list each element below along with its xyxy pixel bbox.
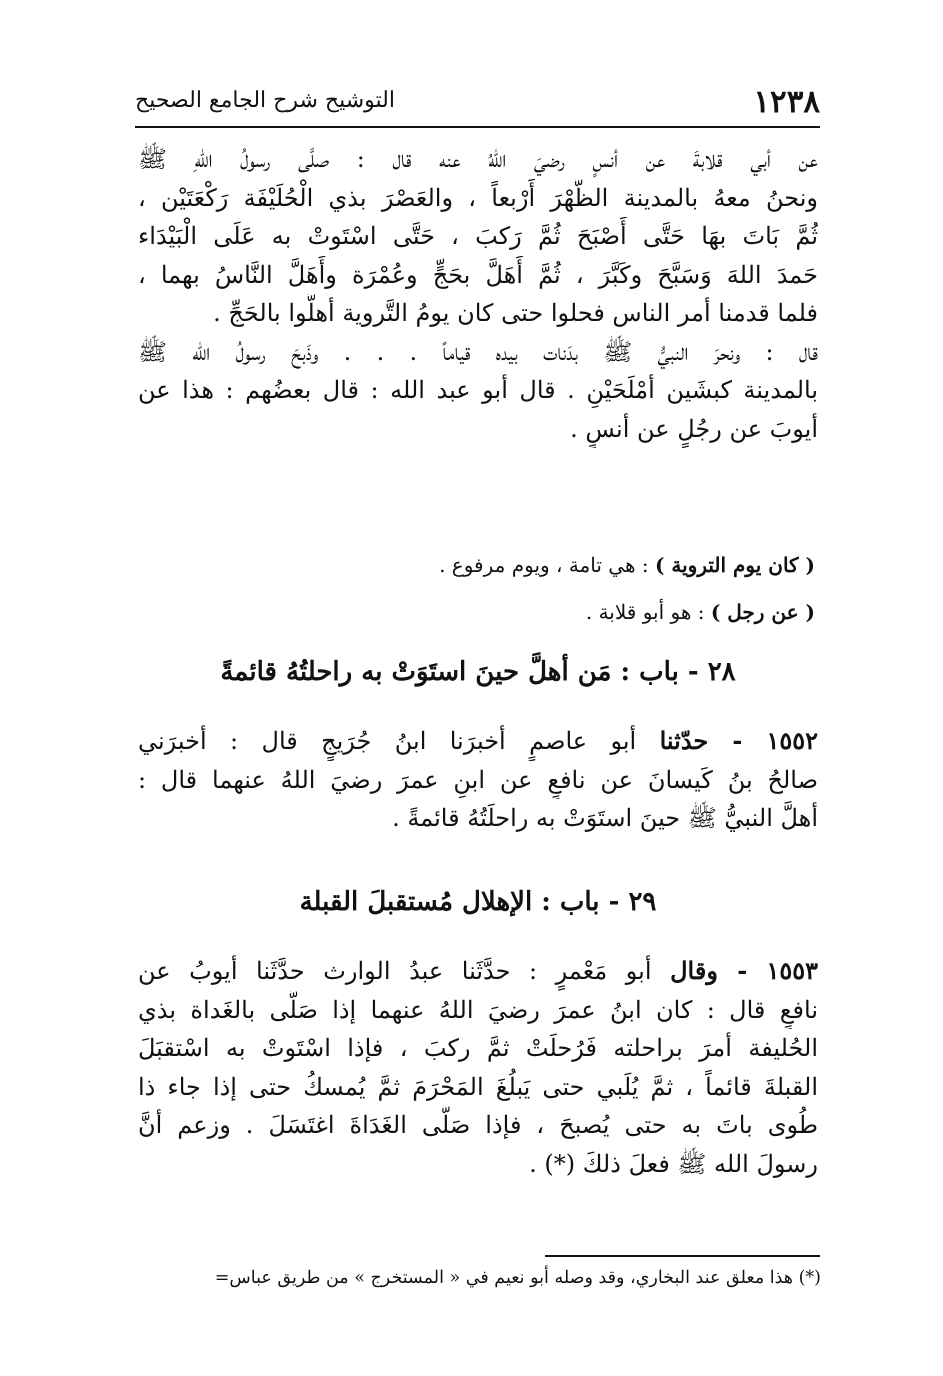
hadith-1552 bbox=[138, 722, 818, 838]
text-line bbox=[138, 722, 818, 761]
commentary-note bbox=[175, 553, 815, 577]
hadith-number: ١٥٥٢ - حدّثنا bbox=[659, 726, 818, 755]
text-line: الحُليفة أمرَ براحلته فَرُحلَتْ ثمَّ ركبَ ، فإذا اسْتَوتْ به اسْتقبَلَ bbox=[138, 1034, 818, 1062]
text-line: ثُمَّ بَاتَ بهَا حَتَّى أَصْبَحَ ثُمَّ رَكبَ ، حَتَّى اسْتَوتْ به عَلَى الْبَيْدَاء bbox=[138, 222, 818, 250]
note-term: ( عن رجل ) bbox=[710, 600, 815, 624]
text-line: القبلةَ قائماً ، ثمَّ يُلَبي حتى يَبلُغَ المَحْرَمَ ثمَّ يُمسكُ حتى إذا جاء ذا bbox=[138, 1072, 818, 1101]
text-span: أبو مَعْمرٍ : حدَّثَنا عبدُ الوارث حدَّثَنا أيوبُ عن bbox=[138, 957, 671, 985]
note-text: : هي تامة ، ويوم مرفوع . bbox=[439, 553, 655, 577]
hadith-number: ١٥٥٣ - وقال bbox=[670, 956, 818, 985]
text-line: أهلَّ النبيُّ ﷺ حينَ استَوَتْ به راحلَتُهُ قائمةً . bbox=[392, 804, 818, 832]
text-line: قال : ونحرَ النبيُّ ﷺ بدَنات بيده قياماً . . . وذَبحَ رسولُ الله ﷺ bbox=[138, 337, 818, 366]
chapter-heading: ٢٨ - باب : مَن أهلَّ حينَ استَوَتْ به راحلتُهُ قائمةً bbox=[220, 657, 736, 687]
note-term: ( كان يوم التروية ) bbox=[654, 553, 815, 577]
running-title: التوشيح شرح الجامع الصحيح bbox=[135, 88, 395, 113]
text-line: طُوى باتَ به حتى يُصبحَ ، فإذا صَلَّى الغَدَاةَ اغتَسَلَ . وزعم أنَّ bbox=[138, 1111, 818, 1139]
footnote: (*) هذا معلق عند البخاري، وقد وصله أبو نعيم في « المستخرج » من طريق عباس= bbox=[214, 1268, 821, 1288]
text-line: ونحنُ معهُ بالمدينة الظُّهْرَ أَرْبعاً ، والعَصْرَ بذي الْحُلَيْفَة رَكْعَتَيْن ، bbox=[138, 183, 818, 212]
text-line: حَمدَ اللهَ وَسَبَّحَ وكَبَّرَ ، ثُمَّ أَهَلَّ بحَجٍّ وعُمْرَة وأَهَلَّ النَّاسُ بهما ، bbox=[138, 260, 818, 289]
hadith-continuation bbox=[138, 140, 818, 448]
text-line: نافعٍ قال : كان ابنُ عمرَ رضيَ اللهُ عنهما إذا صَلَّى بالغَداة بذي bbox=[138, 995, 818, 1024]
page-header bbox=[135, 78, 820, 128]
text-line bbox=[138, 952, 818, 991]
text-span: أبو عاصمٍ أخبرَنا ابنُ جُرَيجٍ قال : أخبرَني bbox=[138, 727, 660, 755]
text-line: أيوبَ عن رجُلٍ عن أنسٍ . bbox=[570, 414, 818, 443]
text-line: عن أبي قلابةَ عن أنسٍ رضيَ اللهُ عنه قال : صلَّى رسولُ اللهِ ﷺ bbox=[138, 145, 818, 173]
text-line: فلما قدمنا أمر الناس فحلوا حتى كان يومُ التَّروية أهلُّوا بالحَجِّ . bbox=[213, 299, 818, 327]
chapter-heading: ٢٩ - باب : الإهلال مُستقبلَ القبلة bbox=[299, 887, 657, 917]
footnote-divider bbox=[545, 1255, 820, 1257]
text-line: صالحُ بنُ كَيسانَ عن نافعٍ عن ابنِ عمرَ رضيَ اللهُ عنهما قال : bbox=[138, 765, 818, 794]
hadith-1553 bbox=[138, 952, 818, 1183]
commentary-note bbox=[175, 600, 815, 624]
note-text: : هو أبو قلابة . bbox=[585, 600, 711, 624]
text-line: بالمدينة كبشَين أمْلَحَيْنِ . قال أبو عبد الله : قال بعضُهم : هذا عن bbox=[138, 376, 818, 404]
text-line: رسولَ الله ﷺ فعلَ ذلكَ (*) . bbox=[529, 1149, 818, 1178]
page-number: ١٢٣٨ bbox=[753, 84, 820, 120]
